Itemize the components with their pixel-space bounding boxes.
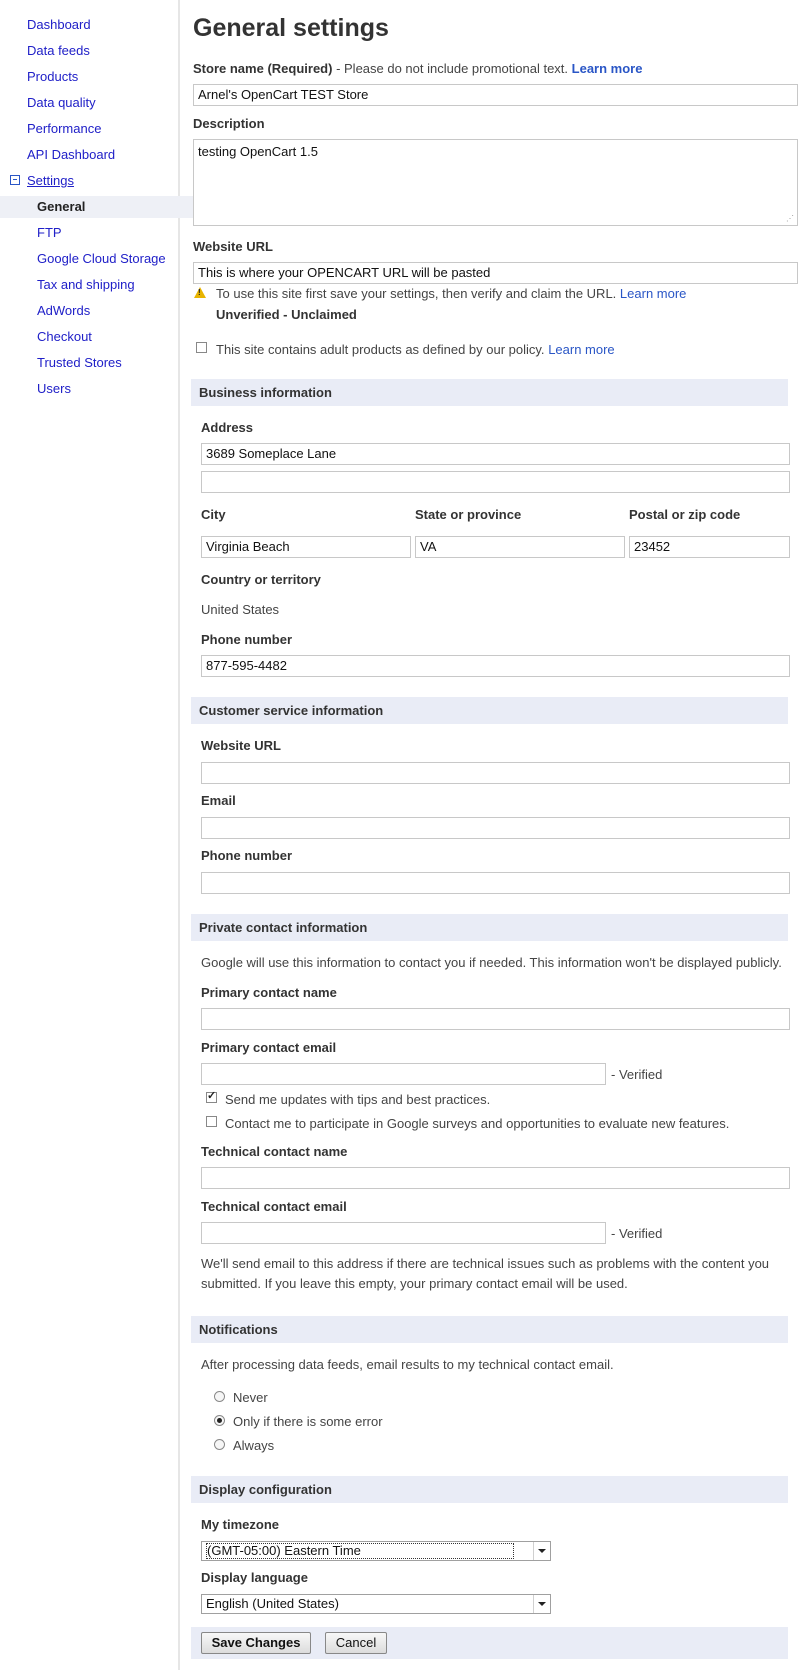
notifications-heading: Notifications (191, 1316, 788, 1343)
country-value: United States (201, 602, 280, 617)
sidebar-item-products[interactable] (0, 66, 205, 88)
website-url-input[interactable]: This is where your OPENCART URL will be pasted (193, 262, 798, 284)
verify-status: Unverified - Unclaimed (216, 307, 357, 322)
sidebar-item-label[interactable]: API Dashboard (27, 147, 116, 162)
tech-name-input[interactable] (201, 1167, 790, 1189)
sidebar-item-general[interactable] (0, 196, 215, 218)
store-name-label-row (193, 61, 642, 76)
zip-label: Postal or zip code (629, 507, 741, 522)
sidebar-item-label[interactable]: FTP (37, 225, 62, 240)
sidebar-item-label: General (37, 199, 86, 214)
description-label: Description (193, 116, 265, 131)
cs-phone-input[interactable] (201, 872, 790, 894)
chevron-down-icon[interactable] (533, 1595, 550, 1613)
learn-more-link[interactable]: Learn more (571, 61, 643, 76)
address-line2-input[interactable] (201, 471, 790, 493)
primary-name-input[interactable] (201, 1008, 790, 1030)
resize-grip-icon[interactable]: ⋰ (786, 214, 794, 223)
tech-email-verified: - Verified (611, 1226, 663, 1241)
collapse-icon[interactable] (10, 175, 20, 185)
primary-email-verified: - Verified (611, 1067, 663, 1082)
sidebar-item-ftp[interactable] (0, 222, 215, 244)
timezone-label: My timezone (201, 1517, 280, 1532)
state-input[interactable]: VA (415, 536, 625, 558)
notify-never-label: Never (233, 1390, 268, 1405)
sidebar-item-users[interactable] (0, 378, 215, 400)
display-config-heading: Display configuration (191, 1476, 788, 1503)
cs-website-label: Website URL (201, 738, 281, 753)
private-contact-note: Google will use this information to contact you if needed. This information won't be displayed publicly. (201, 955, 782, 970)
sidebar-item-label[interactable]: Trusted Stores (37, 355, 122, 370)
city-label: City (201, 507, 226, 522)
customer-service-heading: Customer service information (191, 697, 788, 724)
sidebar-item-settings[interactable] (0, 170, 205, 192)
chevron-down-icon[interactable] (533, 1542, 550, 1560)
sidebar-item-label[interactable]: Data quality (27, 95, 96, 110)
cs-email-label: Email (201, 793, 236, 808)
sidebar-item-dashboard[interactable] (0, 14, 205, 36)
verify-learn-more-link[interactable]: Learn more (619, 286, 687, 301)
tech-note-line1: We'll send email to this address if there are technical issues such as problems with the content you (201, 1256, 770, 1271)
warning-icon (194, 287, 206, 298)
adult-products-row (216, 342, 615, 357)
sidebar-item-label[interactable]: Settings (27, 173, 74, 188)
sidebar-item-label[interactable]: Google Cloud Storage (37, 251, 166, 266)
phone-label: Phone number (201, 632, 293, 647)
primary-email-input[interactable] (201, 1063, 606, 1085)
tech-email-input[interactable] (201, 1222, 606, 1244)
tech-name-label: Technical contact name (201, 1144, 348, 1159)
address-label: Address (201, 420, 254, 435)
page-title: General settings (193, 14, 389, 42)
save-button[interactable]: Save Changes (201, 1632, 311, 1654)
description-textarea[interactable] (193, 139, 798, 226)
timezone-select[interactable] (201, 1541, 551, 1561)
sidebar-item-tax-and-shipping[interactable] (0, 274, 215, 296)
language-select[interactable] (201, 1594, 551, 1614)
timezone-value: (GMT-05:00) Eastern Time (206, 1543, 514, 1559)
notify-never-radio[interactable] (214, 1391, 225, 1402)
description-text: testing OpenCart 1.5 (198, 144, 318, 159)
required-marker: (Required) (267, 61, 333, 76)
verify-note-row (216, 286, 686, 301)
address-line1-input[interactable]: 3689 Someplace Lane (201, 443, 790, 465)
notify-always-radio[interactable] (214, 1439, 225, 1450)
cancel-button[interactable]: Cancel (325, 1632, 387, 1654)
notify-always-label: Always (233, 1438, 275, 1453)
primary-email-label: Primary contact email (201, 1040, 337, 1055)
notify-error-radio[interactable] (214, 1415, 225, 1426)
updates-checkbox[interactable] (206, 1092, 217, 1103)
cs-phone-label: Phone number (201, 848, 293, 863)
business-info-heading: Business information (191, 379, 788, 406)
language-value: English (United States) (206, 1596, 339, 1611)
tech-note-line2: submitted. If you leave this empty, your primary contact email will be used. (201, 1276, 628, 1291)
sidebar-item-label[interactable]: Tax and shipping (37, 277, 135, 292)
adult-learn-more-link[interactable]: Learn more (548, 342, 615, 357)
notify-error-label: Only if there is some error (233, 1414, 383, 1429)
sidebar-item-label[interactable]: Dashboard (27, 17, 91, 32)
sidebar-item-label[interactable]: Data feeds (27, 43, 90, 58)
adult-products-checkbox[interactable] (196, 342, 207, 353)
cs-email-input[interactable] (201, 817, 790, 839)
cs-website-input[interactable] (201, 762, 790, 784)
surveys-checkbox[interactable] (206, 1116, 217, 1127)
sidebar-item-data-feeds[interactable] (0, 40, 205, 62)
zip-input[interactable]: 23452 (629, 536, 790, 558)
primary-name-label: Primary contact name (201, 985, 337, 1000)
language-label: Display language (201, 1570, 308, 1585)
country-label: Country or territory (201, 572, 321, 587)
store-name-input[interactable]: Arnel's OpenCart TEST Store (193, 84, 798, 106)
notifications-note: After processing data feeds, email results to my technical contact email. (201, 1357, 614, 1372)
adult-products-label: This site contains adult products as defined by our policy. (216, 342, 545, 357)
sidebar-item-label[interactable]: Products (27, 69, 79, 84)
sidebar-item-label[interactable]: AdWords (37, 303, 91, 318)
sidebar-item-label[interactable]: Users (37, 381, 71, 396)
sidebar-item-api-dashboard[interactable] (0, 144, 205, 166)
surveys-label: Contact me to participate in Google surveys and opportunities to evaluate new features. (225, 1116, 730, 1131)
city-input[interactable]: Virginia Beach (201, 536, 411, 558)
sidebar-item-google-cloud-storage[interactable] (0, 248, 215, 270)
website-url-label: Website URL (193, 239, 273, 254)
updates-label: Send me updates with tips and best practices. (225, 1092, 491, 1107)
sidebar-item-label[interactable]: Checkout (37, 329, 92, 344)
sidebar-item-checkout[interactable] (0, 326, 215, 348)
sidebar-item-adwords[interactable] (0, 300, 215, 322)
sidebar-item-trusted-stores[interactable] (0, 352, 215, 374)
tech-email-label: Technical contact email (201, 1199, 347, 1214)
sidebar-nav (0, 0, 180, 1670)
phone-input[interactable]: 877-595-4482 (201, 655, 790, 677)
state-label: State or province (415, 507, 522, 522)
store-name-hint: - Please do not include promotional text. (336, 61, 569, 76)
store-name-label: Store name (193, 61, 264, 76)
sidebar-item-data-quality[interactable] (0, 92, 205, 114)
verify-note: To use this site first save your settings, then verify and claim the URL. (216, 286, 617, 301)
private-contact-heading: Private contact information (191, 914, 788, 941)
sidebar-item-label[interactable]: Performance (27, 121, 102, 136)
sidebar-item-performance[interactable] (0, 118, 205, 140)
